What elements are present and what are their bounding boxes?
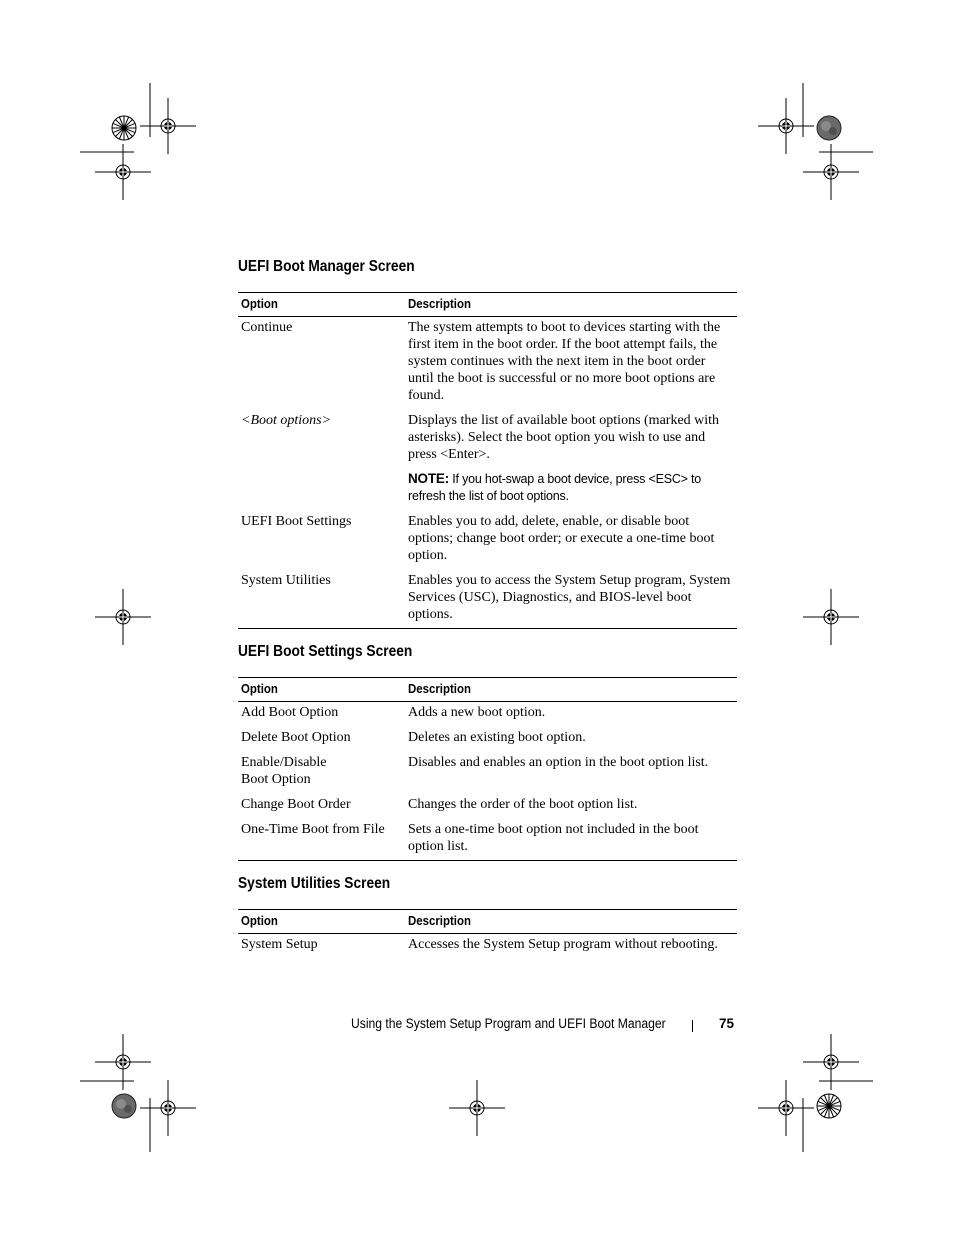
description-cell: Enables you to access the System Setup program, System Services (USC), Diagnostics, and BIOS-level boot options. <box>405 570 737 629</box>
table-row <box>238 794 737 819</box>
option-cell: UEFI Boot Settings <box>241 514 352 529</box>
header-option: Option <box>238 910 405 934</box>
footer-title: Using the System Setup Program and UEFI Boot Manager <box>351 1016 666 1031</box>
table-row <box>238 410 737 511</box>
table-header-row <box>238 293 737 317</box>
description-cell: Accesses the System Setup program without rebooting. <box>408 937 718 952</box>
description-cell <box>405 410 737 511</box>
table-row <box>238 752 737 794</box>
section-title: System Utilities Screen <box>238 875 391 892</box>
table-row <box>238 819 737 861</box>
description-cell: Changes the order of the boot option list. <box>408 797 638 812</box>
option-cell: Delete Boot Option <box>241 730 351 745</box>
options-table <box>238 677 737 861</box>
option-cell: One-Time Boot from File <box>238 819 405 861</box>
page-content <box>238 258 737 972</box>
option-text: <Boot options> <box>241 413 332 428</box>
table-row <box>238 317 737 411</box>
description-cell: Deletes an existing boot option. <box>408 730 586 745</box>
note-label: NOTE: <box>408 471 449 486</box>
footer-divider <box>692 1020 693 1032</box>
page-footer <box>0 1014 954 1034</box>
note <box>408 470 734 505</box>
section-uefi-boot-settings <box>238 643 737 861</box>
option-cell: Change Boot Order <box>241 797 351 812</box>
description-cell: Enables you to add, delete, enable, or disable boot options; change boot order; or execute a one-time boot option. <box>408 514 715 563</box>
note-text: If you hot-swap a boot device, press <ESC> to refresh the list of boot options. <box>408 472 702 503</box>
table-row <box>238 570 737 629</box>
table-header-row <box>238 910 737 934</box>
description-cell: Adds a new boot option. <box>408 705 546 720</box>
description-cell: Sets a one-time boot option not included in the boot option list. <box>405 819 737 861</box>
description-text: Displays the list of available boot options (marked with asterisks). Select the boot option you wish to use and press <Enter>. <box>408 413 720 462</box>
option-cell: System Utilities <box>238 570 405 629</box>
option-cell: Enable/Disable Boot Option <box>241 755 327 787</box>
header-option: Option <box>238 293 405 317</box>
header-description: Description <box>405 293 737 317</box>
description-cell: Disables and enables an option in the boot option list. <box>408 755 709 770</box>
option-cell: Add Boot Option <box>241 705 339 720</box>
description-cell: The system attempts to boot to devices starting with the first item in the boot order. If the boot attempt fails, the system continues with the next item in the boot order until the boot is successful or no more boot options are found. <box>408 320 721 403</box>
table-row <box>238 511 737 570</box>
options-table <box>238 292 737 629</box>
header-description: Description <box>405 678 737 702</box>
options-table <box>238 909 737 958</box>
header-description: Description <box>405 910 737 934</box>
section-title: UEFI Boot Manager Screen <box>238 258 415 275</box>
option-cell: Continue <box>241 320 293 335</box>
header-option: Option <box>238 678 405 702</box>
section-title: UEFI Boot Settings Screen <box>238 643 413 660</box>
table-header-row <box>238 678 737 702</box>
table-row <box>238 727 737 752</box>
option-cell <box>238 410 405 511</box>
section-system-utilities <box>238 875 737 958</box>
table-row <box>238 934 737 959</box>
page-number: 75 <box>719 1016 735 1031</box>
section-uefi-boot-manager <box>238 258 737 629</box>
option-cell: System Setup <box>241 937 318 952</box>
table-row <box>238 702 737 728</box>
